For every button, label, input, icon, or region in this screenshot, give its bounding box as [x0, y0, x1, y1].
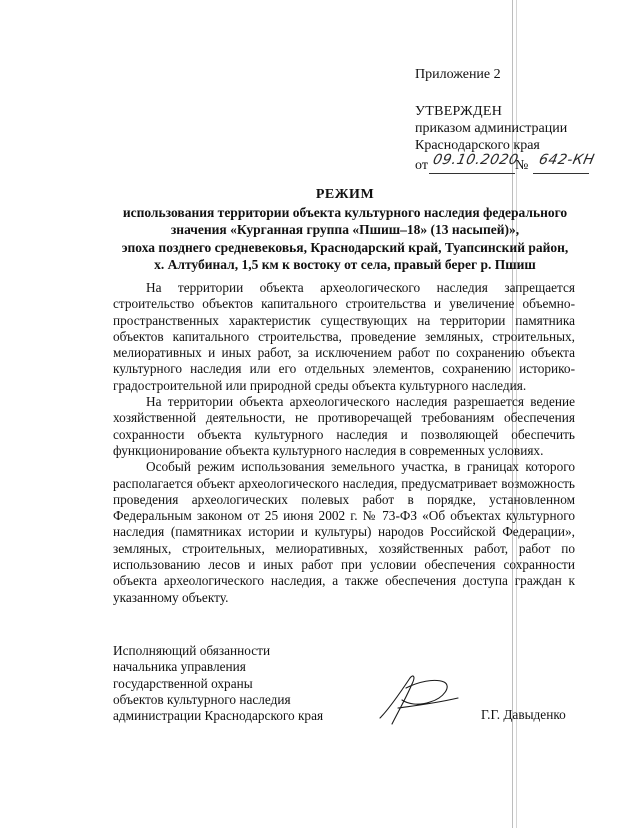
signatory-position — [113, 643, 363, 724]
document-body — [113, 280, 575, 606]
body-paragraph: На территории объекта археологического наследия разрешается ведение хозяйственной деятельности, не противоречащей требованиям обеспечения сохранности объекта культурного наследия и позволяющей обеспечить функционирование объекта культурного наследия в современных условиях. — [113, 394, 575, 458]
order-line — [415, 154, 625, 176]
heading-line: значения «Курганная группа «Пшиш–18» (13 насыпей)», — [170, 222, 520, 237]
document-heading — [90, 186, 600, 274]
date-underline — [429, 173, 515, 174]
approval-line: Краснодарского края — [415, 138, 540, 153]
heading-line: эпоха позднего средневековья, Краснодарский край, Туапсинский район, — [121, 239, 569, 255]
position-line: объектов культурного наследия — [113, 691, 291, 707]
order-number-handwritten: 642-КН — [537, 152, 597, 168]
number-underline — [533, 173, 589, 174]
approval-title: УТВЕРЖДЕН — [415, 104, 503, 119]
body-paragraph: Особый режим использования земельного участка, в границах которого располагается объект археологического наследия, предусматривает возможность проведения археологических полевых работ в порядке, установленном Федеральным законом от 25 июня 2002 г. № 73-ФЗ «Об объектах культурного наследия (памятниках истории и культуры) народов Российской Федерации», земляных, строительных, мелиоративных, хозяйственных работ, работ по использованию лесов и иных работ при условии обеспечения сохранности объекта археологического наследия, а также обеспечения доступа граждан к указанному объекту. — [113, 459, 575, 605]
position-line: начальника управления — [113, 659, 246, 675]
approval-block — [415, 103, 625, 176]
heading-line: х. Алтубинал, 1,5 км к востоку от села, правый берег р. Пшиш — [154, 257, 536, 272]
order-date-handwritten: 09.10.2020 — [431, 152, 520, 168]
heading-line: использования территории объекта культурного наследия федерального — [122, 204, 568, 220]
body-paragraph: На территории объекта археологического наследия запрещается строительство объектов капитального строительства и увеличение объемно-пространственных характеристик существующих на территории памятника объектов капитального строительства, проведение земляных, строительных, мелиоративных и иных работ, за исключением работ по сохранению объекта культурного наследия или его отдельных элементов, сохранению историко-градостроительной или природной среды объекта культурного наследия. — [113, 280, 575, 393]
order-number-sign: № — [515, 158, 529, 173]
order-prefix: от — [415, 158, 428, 173]
position-line: государственной охраны — [113, 675, 253, 691]
position-line: администрации Краснодарского края — [113, 708, 324, 724]
approval-line: приказом администрации — [415, 121, 568, 136]
handwritten-signature — [372, 668, 464, 730]
position-line: Исполняющий обязанности — [113, 643, 271, 658]
appendix-label: Приложение 2 — [415, 67, 501, 82]
heading-title: РЕЖИМ — [315, 187, 375, 202]
signer-name: Г.Г. Давыденко — [481, 707, 566, 722]
